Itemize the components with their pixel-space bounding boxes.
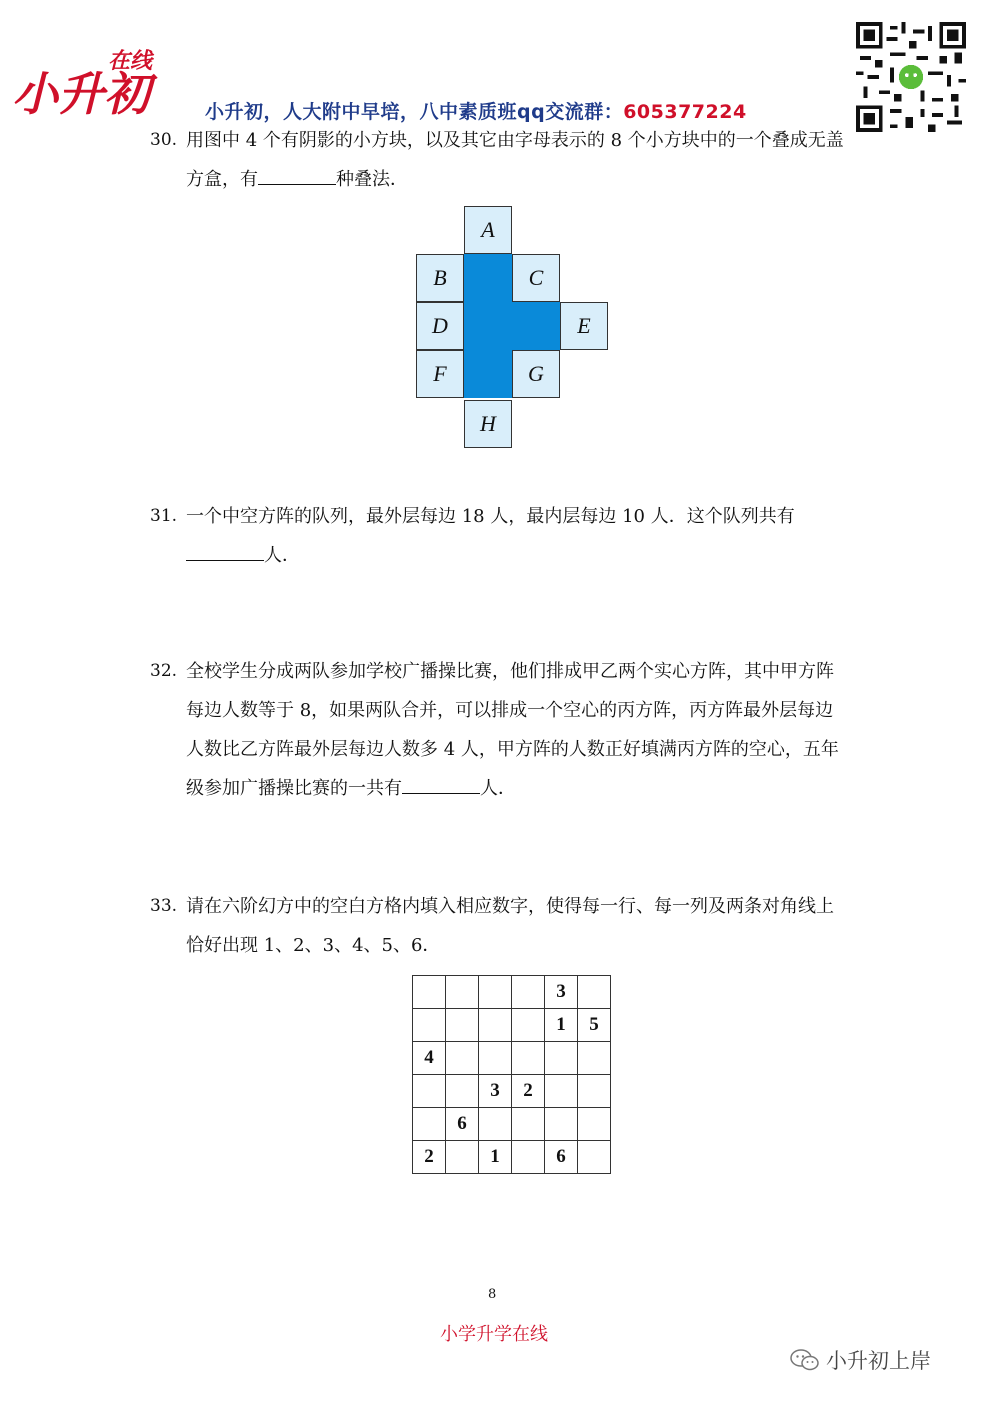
grid-cell-empty[interactable] <box>512 1108 545 1141</box>
question-text: 请在六阶幻方中的空白方格内填入相应数字，使得每一行、每一列及两条对角线上恰好出现 1、2、3、4、5、6． <box>186 896 834 956</box>
net-cell-g: G <box>512 350 560 398</box>
grid-cell-empty[interactable] <box>578 976 611 1009</box>
grid-cell-given: 1 <box>479 1141 512 1174</box>
net-cell-a: A <box>464 206 512 254</box>
magic-square-grid <box>412 975 611 1174</box>
grid-cell-empty[interactable] <box>512 976 545 1009</box>
grid-cell-empty[interactable] <box>578 1108 611 1141</box>
grid-cell-empty[interactable] <box>446 976 479 1009</box>
net-cell-shaded <box>464 350 512 398</box>
question-number: 30. <box>150 130 178 150</box>
cube-net-figure <box>416 206 612 450</box>
answer-blank[interactable] <box>402 771 480 794</box>
net-cell-d: D <box>416 302 464 350</box>
grid-cell-empty[interactable] <box>479 1009 512 1042</box>
grid-row <box>413 1141 611 1174</box>
grid-cell-empty[interactable] <box>413 1075 446 1108</box>
watermark-text: 小升初上岸 <box>826 1349 931 1373</box>
wechat-icon <box>790 1348 820 1372</box>
grid-cell-given: 2 <box>413 1141 446 1174</box>
header-banner <box>205 97 747 124</box>
banner-text: 小升初，人大附中早培，八中素质班qq交流群： <box>205 101 624 123</box>
svg-text:在线: 在线 <box>108 49 153 74</box>
grid-cell-empty[interactable] <box>512 1141 545 1174</box>
grid-cell-empty[interactable] <box>512 1009 545 1042</box>
logo <box>10 40 180 120</box>
qq-number: 605377224 <box>623 101 747 123</box>
grid-cell-given: 1 <box>545 1009 578 1042</box>
svg-text:小升初: 小升初 <box>12 67 150 120</box>
grid-cell-empty[interactable] <box>446 1042 479 1075</box>
question-text: 全校学生分成两队参加学校广播操比赛，他们排成甲乙两个实心方阵，其中甲方阵每边人数等于 8，如果两队合并，可以排成一个空心的丙方阵，丙方阵最外层每边人数比乙方阵最外层每边人数多 4 人，甲方阵的人数正好填满丙方阵的空心，五年级参加广播操比赛的一共有 <box>186 661 839 799</box>
question-text-end: 人． <box>264 545 300 566</box>
grid-cell-empty[interactable] <box>545 1042 578 1075</box>
net-cell-c: C <box>512 254 560 302</box>
grid-cell-empty[interactable] <box>545 1075 578 1108</box>
answer-blank[interactable] <box>186 538 264 561</box>
question-30 <box>150 121 850 199</box>
grid-row <box>413 976 611 1009</box>
grid-cell-empty[interactable] <box>479 1042 512 1075</box>
question-text: 用图中 4 个有阴影的小方块，以及其它由字母表示的 8 个小方块中的一个叠成无盖方盒，有 <box>186 130 844 190</box>
question-number: 31. <box>150 506 178 526</box>
grid-cell-empty[interactable] <box>545 1108 578 1141</box>
grid-cell-empty[interactable] <box>446 1075 479 1108</box>
net-cell-shaded <box>512 302 560 350</box>
grid-cell-empty[interactable] <box>479 1108 512 1141</box>
net-cell-b: B <box>416 254 464 302</box>
grid-row <box>413 1108 611 1141</box>
question-33 <box>150 887 850 965</box>
grid-cell-given: 3 <box>479 1075 512 1108</box>
net-cell-shaded <box>464 302 512 350</box>
question-number: 32. <box>150 661 178 681</box>
grid-cell-given: 6 <box>545 1141 578 1174</box>
question-text: 一个中空方阵的队列，最外层每边 18 人，最内层每边 10 人．这个队列共有 <box>186 506 795 527</box>
question-32 <box>150 652 850 808</box>
question-31 <box>150 497 850 575</box>
question-text-end: 人． <box>480 778 516 799</box>
net-cell-shaded <box>464 254 512 302</box>
net-cell-e: E <box>560 302 608 350</box>
page-number: 8 <box>488 1287 497 1302</box>
grid-cell-empty[interactable] <box>413 1009 446 1042</box>
grid-cell-given: 5 <box>578 1009 611 1042</box>
net-cell-f: F <box>416 350 464 398</box>
grid-cell-given: 4 <box>413 1042 446 1075</box>
question-number: 33. <box>150 896 178 916</box>
grid-row <box>413 1009 611 1042</box>
grid-cell-empty[interactable] <box>446 1141 479 1174</box>
footer-text: 小学升学在线 <box>440 1324 548 1345</box>
grid-row <box>413 1075 611 1108</box>
grid-cell-empty[interactable] <box>413 1108 446 1141</box>
net-cell-h: H <box>464 400 512 448</box>
grid-cell-empty[interactable] <box>578 1042 611 1075</box>
grid-cell-given: 3 <box>545 976 578 1009</box>
grid-cell-empty[interactable] <box>578 1141 611 1174</box>
answer-blank[interactable] <box>258 162 336 185</box>
grid-cell-empty[interactable] <box>512 1042 545 1075</box>
question-text-end: 种叠法． <box>336 169 408 190</box>
grid-cell-empty[interactable] <box>578 1075 611 1108</box>
grid-cell-empty[interactable] <box>413 976 446 1009</box>
qr-code-icon <box>856 20 966 134</box>
grid-cell-empty[interactable] <box>446 1009 479 1042</box>
grid-row <box>413 1042 611 1075</box>
grid-cell-given: 2 <box>512 1075 545 1108</box>
grid-cell-empty[interactable] <box>479 976 512 1009</box>
watermark <box>790 1345 931 1375</box>
grid-cell-given: 6 <box>446 1108 479 1141</box>
